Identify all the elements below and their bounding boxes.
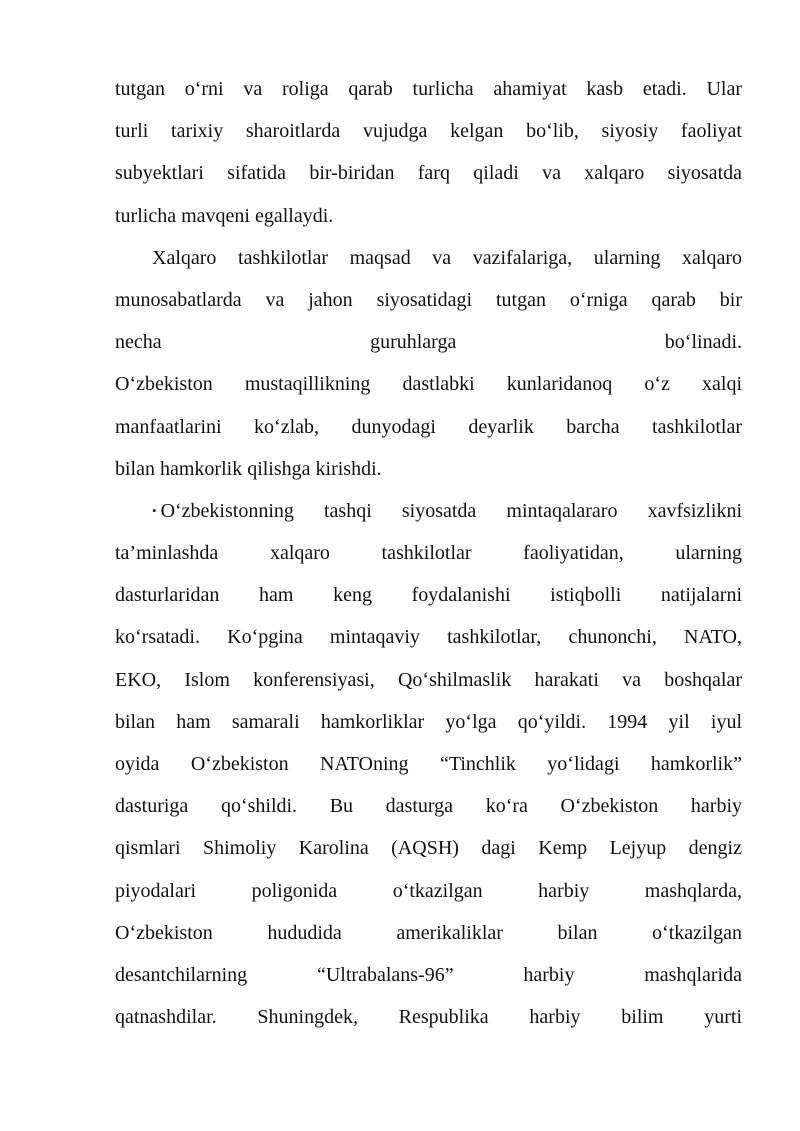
paragraph-3-line-3: dasturlaridan ham keng foydalanishi istiqbolli natijalarni bbox=[115, 584, 742, 607]
paragraph-2-line-1: Xalqaro tashkilotlar maqsad va vazifalariga, ularning xalqaro bbox=[152, 246, 742, 269]
paragraph-3-line-11: O‘zbekiston hududida amerikaliklar bilan o‘tkazilgan bbox=[115, 921, 742, 944]
paragraph-1-line-4: turlicha mavqeni egallaydi. bbox=[115, 204, 334, 227]
paragraph-3-line-6: bilan ham samarali hamkorliklar yo‘lga qo‘yildi. 1994 yil iyul bbox=[115, 710, 742, 733]
paragraph-3-line-1-text: O‘zbekistonning tashqi siyosatda mintaqalararo xavfsizlikni bbox=[160, 499, 742, 522]
paragraph-3-line-9: qismlari Shimoliy Karolina (AQSH) dagi Kemp Lejyup dengiz bbox=[115, 837, 742, 860]
paragraph-1-line-3: subyektlari sifatida bir-biridan farq qiladi va xalqaro siyosatda bbox=[115, 162, 742, 185]
bullet-icon: • bbox=[152, 502, 157, 518]
paragraph-2 bbox=[115, 242, 742, 495]
paragraph-3-line-2: ta’minlashda xalqaro tashkilotlar faoliyatidan, ularning bbox=[115, 542, 742, 565]
paragraph-1 bbox=[115, 73, 742, 242]
paragraph-3-line-8: dasturiga qo‘shildi. Bu dasturga ko‘ra O‘zbekiston harbiy bbox=[115, 795, 742, 818]
paragraph-3-line-13: qatnashdilar. Shuningdek, Respublika harbiy bilim yurti bbox=[115, 1006, 742, 1029]
paragraph-2-line-2: munosabatlarda va jahon siyosatidagi tutgan o‘rniga qarab bir bbox=[115, 288, 742, 311]
paragraph-3-line-5: EKO, Islom konferensiyasi, Qo‘shilmaslik harakati va boshqalar bbox=[115, 668, 742, 691]
paragraph-2-line-4: O‘zbekiston mustaqillikning dastlabki kunlaridanoq o‘z xalqi bbox=[115, 373, 742, 396]
paragraph-3-line-4: ko‘rsatadi. Ko‘pgina mintaqaviy tashkilotlar, chunonchi, NATO, bbox=[115, 626, 742, 649]
paragraph-2-line-3: necha guruhlarga bo‘linadi. bbox=[115, 331, 742, 354]
paragraph-3-line-12: desantchilarning “Ultrabalans-96” harbiy mashqlarida bbox=[115, 963, 742, 986]
paragraph-2-line-6: bilan hamkorlik qilishga kirishdi. bbox=[115, 457, 382, 480]
paragraph-1-line-2: turli tarixiy sharoitlarda vujudga kelgan bo‘lib, siyosiy faoliyat bbox=[115, 120, 742, 143]
paragraph-3-line-1 bbox=[115, 495, 742, 537]
paragraph-2-line-5: manfaatlarini ko‘zlab, dunyodagi deyarlik barcha tashkilotlar bbox=[115, 415, 742, 438]
paragraph-3-line-7: oyida O‘zbekiston NATOning “Tinchlik yo‘lidagi hamkorlik” bbox=[115, 753, 742, 775]
document-page bbox=[115, 73, 742, 1043]
paragraph-3-line-10: piyodalari poligonida o‘tkazilgan harbiy mashqlarda, bbox=[115, 879, 742, 902]
paragraph-3 bbox=[115, 495, 742, 1043]
paragraph-1-line-1: tutgan o‘rni va roliga qarab turlicha ahamiyat kasb etadi. Ular bbox=[115, 78, 742, 100]
